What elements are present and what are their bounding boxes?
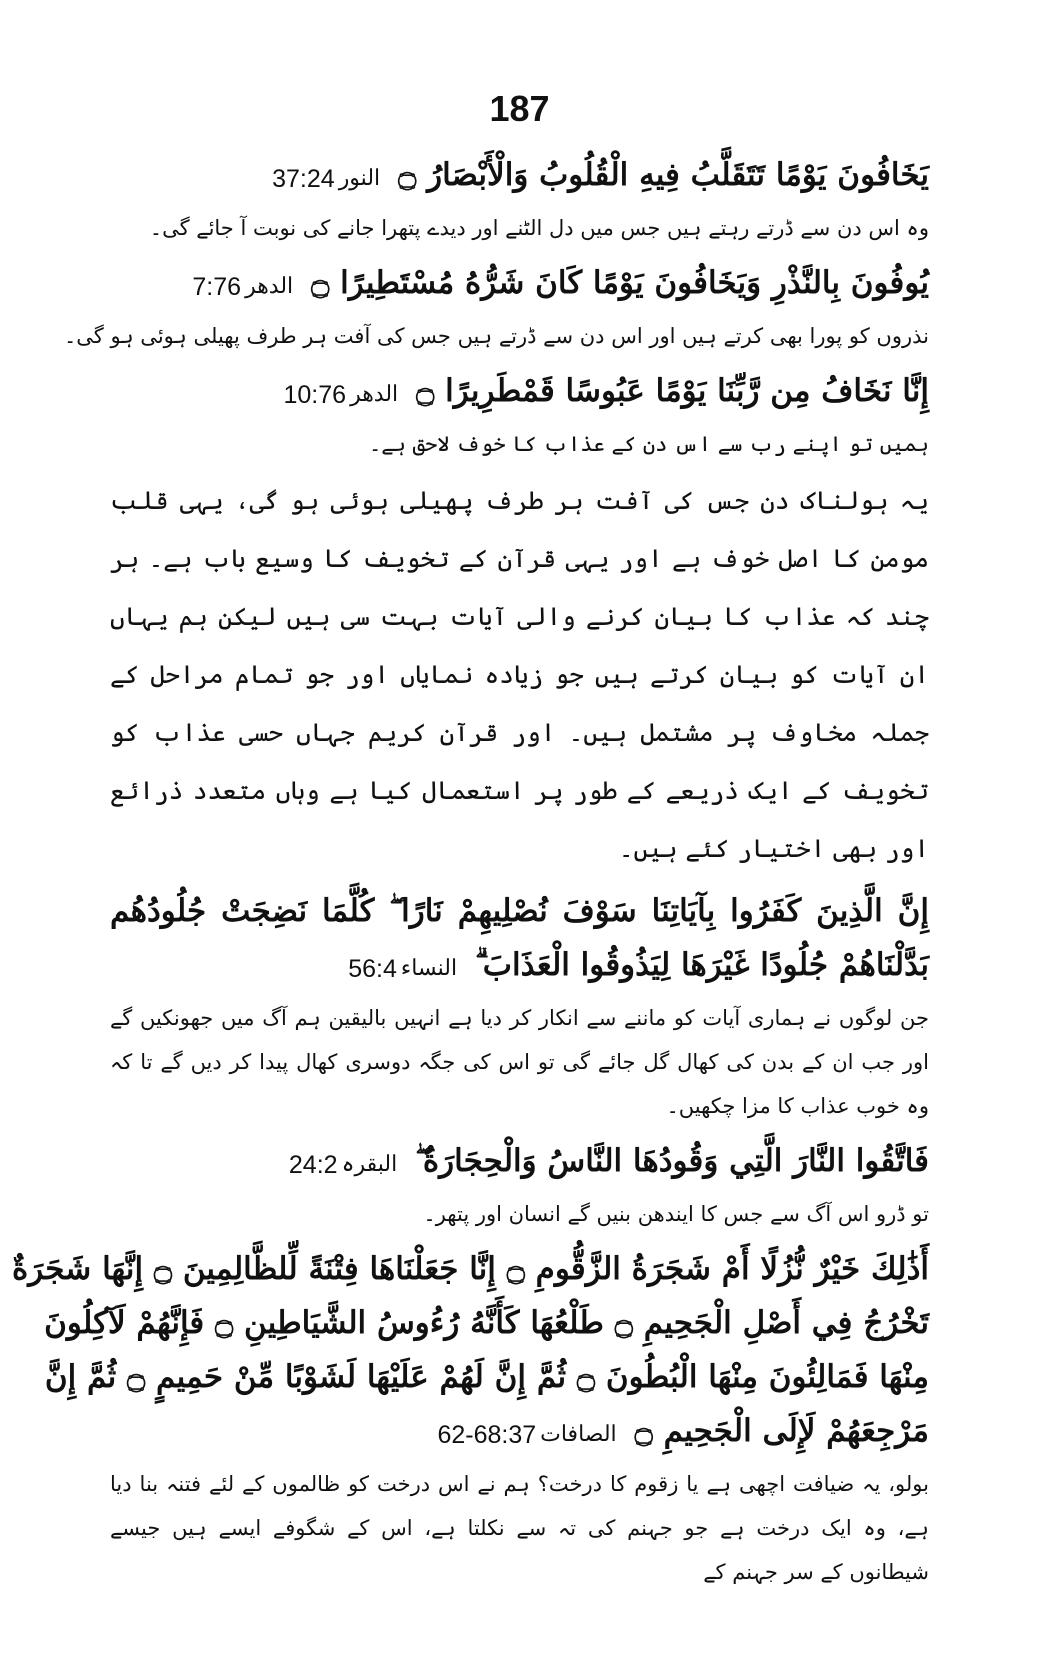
verse-translation: بولو، یہ ضیافت اچھی ہے یا زقوم کا درخت؟ ہم نے اس درخت کو ظالموں کے لئے فتنہ بنا دیا ہے، وہ ایک درخت ہے جو جہنم کی تہ سے نکلتا ہے، اس کے شگوفے ایسے ہیں جیسے شیطانوں کے سر جہنم کے [110,1472,929,1584]
reference-surah: النور [338,166,381,191]
verse-block-nur [110,148,929,250]
verse-line: تَخْرُجُ فِي أَصْلِ الْجَحِيمِ ۝ طَلْعُهَا كَأَنَّهُ رُءُوسُ الشَّيَاطِينِ ۝ فَإِنَّهُمْ لَآكِلُونَ [44,1305,929,1341]
reference-number: 7:76 [192,273,242,301]
verse-line [110,938,929,996]
reference-number: 24:2 [288,1151,338,1179]
page-number: 187 [489,88,550,129]
verse-translation: ہمیں تو اپنے رب سے اس دن کے عذاب کا خوف لاحق ہے۔ [369,432,929,456]
reference-number: 62-68:37 [437,1421,537,1449]
reference-surah: الدھر [350,382,399,407]
verse-reference [192,260,293,314]
verse-text: يُوفُونَ بِالنَّذْرِ وَيَخَافُونَ يَوْمًا كَانَ شَرُّهُ مُسْتَطِيرًا ۝ [311,265,929,301]
reference-number: 10:76 [283,381,347,409]
verse-block-dahr-10 [110,364,929,466]
verse-line [110,364,929,422]
verse-line: إِنَّ الَّذِينَ كَفَرُوا بِآيَاتِنَا سَوْفَ نُصْلِيهِمْ نَارًا ۖ كُلَّمَا نَضِجَتْ جُلُودُهُم [110,893,929,929]
verse-text: مَرْجِعَهُمْ لَإِلَى الْجَحِيمِ ۝ [634,1413,929,1449]
reference-surah: النساء [400,956,458,981]
verse-line: أَذَٰلِكَ خَيْرٌ نُّزُلًا أَمْ شَجَرَةُ الزَّقُّومِ ۝ إِنَّا جَعَلْنَاهَا فِتْنَةً لِّلظَّالِمِينَ ۝ إِنَّهَا شَجَرَةٌ [11,1251,929,1287]
verse-block-dahr-7 [64,256,929,358]
verse-translation: نذروں کو پورا بھی کرتے ہیں اور اس دن سے ڈرتے ہیں جس کی آفت ہر طرف پھیلی ہوئی ہو گی۔ [64,324,929,348]
reference-number: 37:24 [272,165,335,193]
verse-text: إِنَّا نَخَافُ مِن رَّبِّنَا يَوْمًا عَبُوسًا قَمْطَرِيرًا ۝ [416,373,929,409]
reference-number: 56:4 [348,955,397,983]
verse-line [110,256,929,314]
verse-text: يَخَافُونَ يَوْمًا تَتَقَلَّبُ فِيهِ الْقُلُوبُ وَالْأَبْصَارُ ۝ [398,157,929,193]
verse-line [110,1404,929,1462]
reference-surah: البقرہ [341,1152,398,1177]
verse-line [110,148,929,206]
body-paragraph: یہ ہولناک دن جس کی آفت ہر طرف پھیلی ہوئی ہو گی، یہی قلب مومن کا اصل خوف ہے اور یہی قرآن کے تخویف کا وسیع باب ہے۔ ہر چند کہ عذاب کا بیان کرنے والی آیات بہت سی ہیں لیکن ہم یہاں ان آیات کو بیان کرتے ہیں جو زیادہ نمایاں اور جو تمام مراحل کے جملہ مخاوف پر مشتمل ہیں۔ اور قرآن کریم جہاں حسی عذاب کو تخویف کے ایک ذریعے کے طور پر استعمال کیا ہے وہاں متعدد ذرائع اور بھی اختیار کئے ہیں۔ [110,486,929,863]
verse-translation: تو ڈرو اس آگ سے جس کا ایندھن بنیں گے انسان اور پتھر۔ [423,1202,929,1226]
verse-reference [348,942,457,996]
reference-surah: الدھر [245,274,294,299]
verse-reference [289,1138,397,1192]
verse-text: بَدَّلْنَاهُمْ جُلُودًا غَيْرَهَا لِيَذُوقُوا الْعَذَابَ ۗ [475,947,929,983]
verse-translation: وہ اس دن سے ڈرتے رہتے ہیں جس میں دل الٹنے اور دیدے پتھرا جانے کی نوبت آ جائے گی۔ [149,216,929,240]
verse-block-saffat [11,1242,929,1594]
verse-reference [284,368,399,422]
verse-line [110,1134,929,1192]
verse-translation: جن لوگوں نے ہماری آیات کو ماننے سے انکار کر دیا ہے انہیں بالیقین ہم آگ میں جھونکیں گے اور جب ان کے بدن کی کھال گل جائے گی تو اس کی جگہ دوسری کھال پیدا کر دیں گے تا کہ وہ خوب عذاب کا مزا چکھیں۔ [110,1006,929,1118]
verse-line: مِنْهَا فَمَالِئُونَ مِنْهَا الْبُطُونَ ۝ ثُمَّ إِنَّ لَهُمْ عَلَيْهَا لَشَوْبًا مِّنْ حَمِيمٍ ۝ ثُمَّ إِنَّ [44,1359,929,1395]
verse-block-nisa [110,884,929,1128]
reference-surah: الصافات [540,1422,617,1447]
verse-reference [272,152,380,206]
verse-block-baqarah [110,1134,929,1236]
verse-reference [437,1408,616,1462]
verse-text: فَاتَّقُوا النَّارَ الَّتِي وَقُودُهَا النَّاسُ وَالْحِجَارَةُ ۖ [415,1143,929,1179]
